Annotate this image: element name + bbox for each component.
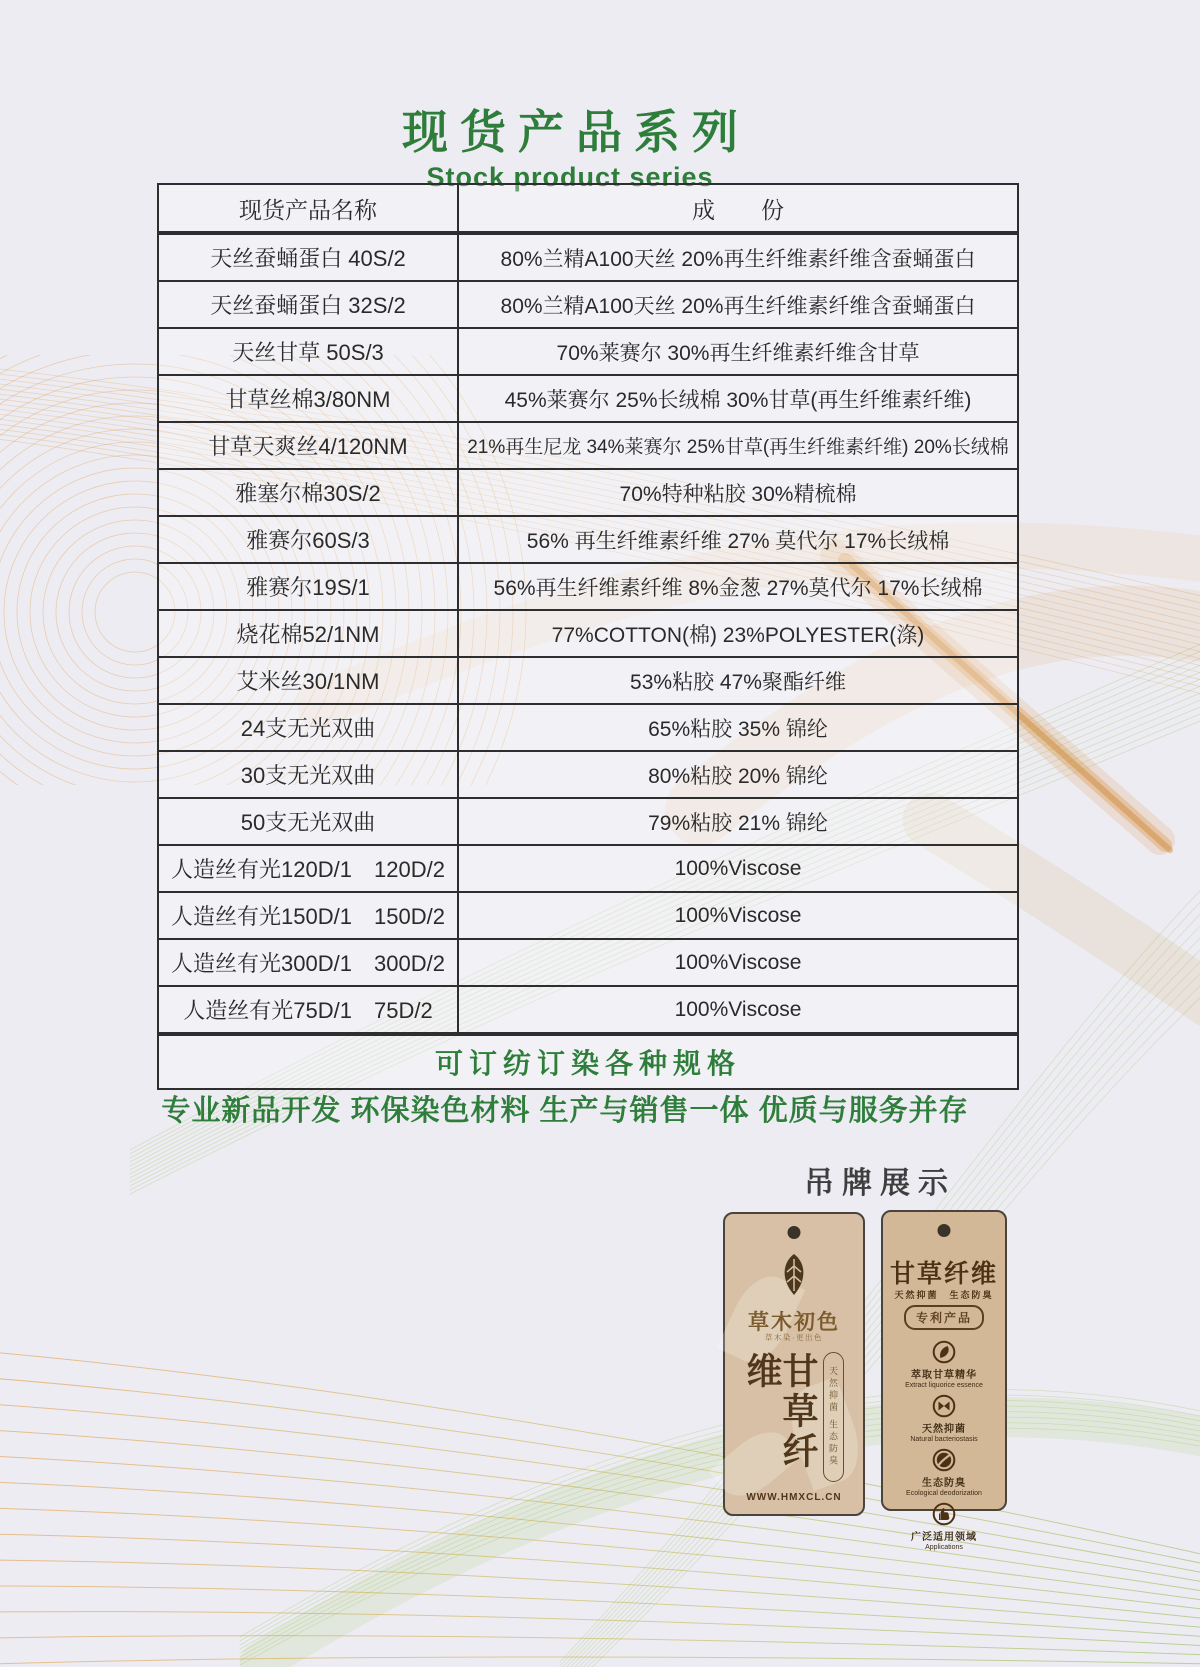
composition-cell: 56% 再生纤维素纤维 27% 莫代尔 17%长绒棉 <box>458 516 1018 563</box>
feature-label-en: Natural bacteriostasis <box>910 1435 978 1443</box>
feature-label-en: Applications <box>925 1543 963 1551</box>
page-title-block <box>0 96 1140 193</box>
table-row <box>158 751 1018 798</box>
header-composition: 成 份 <box>458 184 1018 233</box>
composition-cell: 79%粘胶 21% 锦纶 <box>458 798 1018 845</box>
product-name-cell: 天丝蚕蛹蛋白 32S/2 <box>158 281 458 328</box>
product-name-cell: 24支无光双曲 <box>158 704 458 751</box>
feature-label-en: Extract liquorice essence <box>905 1381 983 1389</box>
product-table-body <box>158 233 1018 1034</box>
table-row <box>158 469 1018 516</box>
composition-cell: 100%Viscose <box>458 892 1018 939</box>
product-name-cell: 人造丝有光300D/1 300D/2 <box>158 939 458 986</box>
hangtag-hole <box>788 1226 801 1239</box>
feature-list <box>883 1340 1005 1552</box>
liquorice-leaf-icon <box>932 1340 956 1369</box>
table-row <box>158 704 1018 751</box>
table-footer-row <box>158 1034 1018 1089</box>
table-row <box>158 657 1018 704</box>
table-row <box>158 845 1018 892</box>
website-url: WWW.HMXCL.CN <box>746 1492 842 1503</box>
product-name-cell: 烧花棉52/1NM <box>158 610 458 657</box>
feature-item <box>911 1502 977 1552</box>
table-header-row <box>158 184 1018 233</box>
deodorization-leaf-icon <box>932 1448 956 1477</box>
feature-label-zh: 天然抑菌 <box>922 1424 966 1436</box>
composition-cell: 80%兰精A100天丝 20%再生纤维素纤维含蚕蛹蛋白 <box>458 281 1018 328</box>
table-row <box>158 328 1018 375</box>
brand-tagline: 草木染·更出色 <box>765 1333 823 1342</box>
feature-label-zh: 生态防臭 <box>921 1478 966 1490</box>
eco-claims-pill: 天然抑菌 生态防臭 <box>823 1352 844 1482</box>
feature-item <box>910 1394 977 1444</box>
hangtag-front <box>723 1212 865 1516</box>
product-name-cell: 甘草天爽丝4/120NM <box>158 422 458 469</box>
hangtag-hole <box>938 1224 951 1237</box>
feature-label-zh: 广泛适用领域 <box>911 1532 977 1544</box>
table-row <box>158 610 1018 657</box>
vertical-product-name-block <box>725 1352 863 1504</box>
table-row <box>158 892 1018 939</box>
product-name-cell: 50支无光双曲 <box>158 798 458 845</box>
composition-cell: 80%粘胶 20% 锦纶 <box>458 751 1018 798</box>
feature-label-en: Ecological deodorization <box>906 1489 982 1497</box>
table-row <box>158 563 1018 610</box>
table-row <box>158 422 1018 469</box>
product-name-cell: 甘草丝棉3/80NM <box>158 375 458 422</box>
product-name-cell: 天丝甘草 50S/3 <box>158 328 458 375</box>
composition-cell: 77%COTTON(棉) 23%POLYESTER(涤) <box>458 610 1018 657</box>
hangtag-section-title: 吊牌展示 <box>804 1167 956 1200</box>
table-row <box>158 233 1018 281</box>
product-name-vertical: 甘草纤维 <box>742 1352 819 1472</box>
product-name: 甘草纤维 <box>889 1260 998 1288</box>
no-bacteria-icon <box>932 1394 956 1423</box>
table-row <box>158 516 1018 563</box>
hangtag-back <box>881 1210 1007 1551</box>
patent-badge-wrap <box>883 1305 1005 1330</box>
table-row <box>158 986 1018 1034</box>
custom-order-note: 可订纺订染各种规格 <box>158 1034 1018 1089</box>
stock-product-table <box>157 183 1019 1090</box>
table-row <box>158 281 1018 328</box>
table-row <box>158 375 1018 422</box>
patent-badge: 专利产品 <box>904 1305 984 1330</box>
composition-cell: 45%莱赛尔 25%长绒棉 30%甘草(再生纤维素纤维) <box>458 375 1018 422</box>
composition-cell: 56%再生纤维素纤维 8%金葱 27%莫代尔 17%长绒棉 <box>458 563 1018 610</box>
product-name-cell: 雅塞尔棉30S/2 <box>158 469 458 516</box>
eco-claims-subtitle: 天然抑菌 生态防臭 <box>894 1290 994 1300</box>
composition-cell: 70%莱赛尔 30%再生纤维素纤维含甘草 <box>458 328 1018 375</box>
composition-cell: 80%兰精A100天丝 20%再生纤维素纤维含蚕蛹蛋白 <box>458 233 1018 281</box>
product-name-cell: 人造丝有光150D/1 150D/2 <box>158 892 458 939</box>
composition-cell: 70%特种粘胶 30%精梳棉 <box>458 469 1018 516</box>
feature-item <box>906 1448 982 1498</box>
composition-cell: 100%Viscose <box>458 939 1018 986</box>
feature-label-zh: 萃取甘草精华 <box>910 1370 977 1382</box>
product-name-cell: 雅赛尔60S/3 <box>158 516 458 563</box>
product-name-cell: 艾米丝30/1NM <box>158 657 458 704</box>
composition-cell: 53%粘胶 47%聚酯纤维 <box>458 657 1018 704</box>
page-subtitle: Stock product series <box>426 162 714 192</box>
header-product-name: 现货产品名称 <box>158 184 458 233</box>
composition-cell: 100%Viscose <box>458 845 1018 892</box>
product-name-cell: 30支无光双曲 <box>158 751 458 798</box>
feature-item <box>905 1340 983 1390</box>
brand-name: 草木初色 <box>748 1311 840 1334</box>
product-name-cell: 雅赛尔19S/1 <box>158 563 458 610</box>
product-name-cell: 人造丝有光120D/1 120D/2 <box>158 845 458 892</box>
leaf-logo-icon <box>777 1252 811 1298</box>
composition-cell: 100%Viscose <box>458 986 1018 1034</box>
page-title: 现货产品系列 <box>402 106 750 158</box>
table-row <box>158 798 1018 845</box>
product-name-cell: 人造丝有光75D/1 75D/2 <box>158 986 458 1034</box>
thumbs-up-icon <box>932 1502 956 1531</box>
company-slogan: 专业新品开发 环保染色材料 生产与销售一体 优质与服务并存 <box>161 1095 969 1127</box>
table-row <box>158 939 1018 986</box>
composition-cell: 65%粘胶 35% 锦纶 <box>458 704 1018 751</box>
product-name-cell: 天丝蚕蛹蛋白 40S/2 <box>158 233 458 281</box>
composition-cell: 21%再生尼龙 34%莱赛尔 25%甘草(再生纤维素纤维) 20%长绒棉 <box>458 422 1018 469</box>
